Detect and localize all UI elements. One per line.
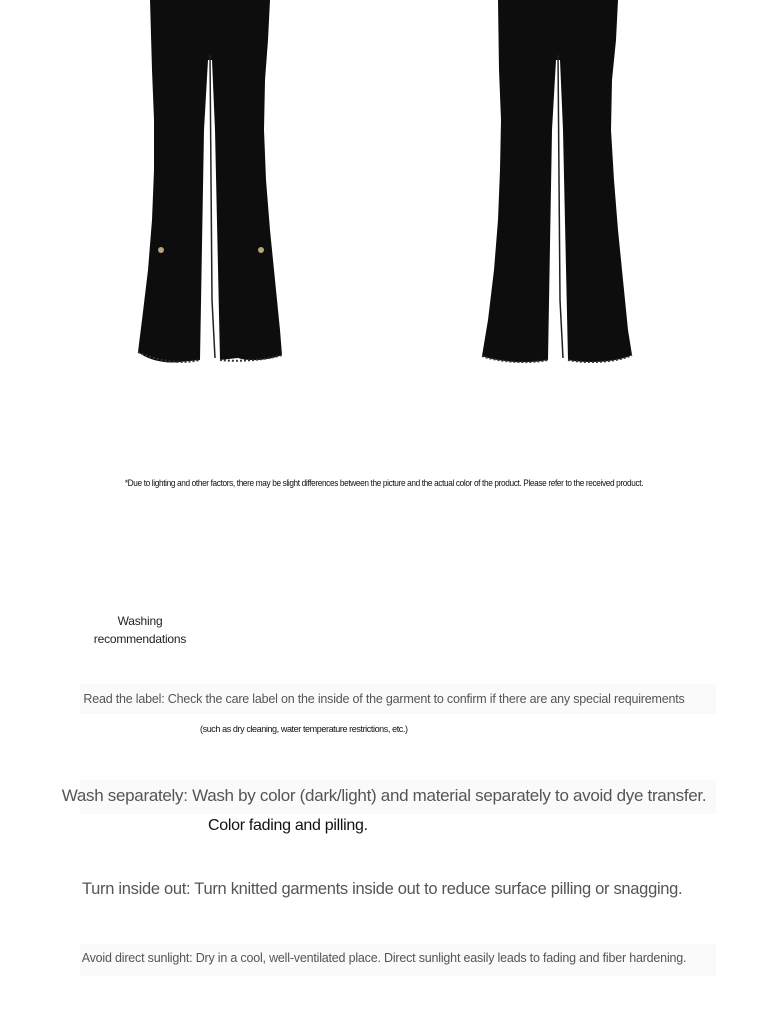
heading-line-1: Washing [117,614,163,628]
tip-avoid-sunlight: Avoid direct sunlight: Dry in a cool, well-ventilated place. Direct sunlight easily leads to fading and fiber hardening. [81,951,687,965]
tip-read-label-note: (such as dry cleaning, water temperature restrictions, etc.) [200,724,408,734]
product-image-front [120,0,300,380]
heading-line-2: recommendations [93,632,187,646]
tip-read-label: Read the label: Check the care label on the inside of the garment to confirm if there are any special requirements [83,692,685,706]
tip-wash-separately-note: Color fading and pilling. [208,817,368,834]
flared-pants-back-illustration [468,0,648,380]
tip-wash-separately: Wash separately: Wash by color (dark/light) and material separately to avoid dye transfer. [61,786,707,805]
flared-pants-front-illustration [120,0,300,380]
product-image-back [468,0,648,380]
color-disclaimer: *Due to lighting and other factors, there may be slight differences between the picture and the actual color of the product. Please refer to the received product. [124,478,644,488]
washing-recommendations-heading [80,612,200,648]
tip-turn-inside-out: Turn inside out: Turn knitted garments inside out to reduce surface pilling or snagging. [82,880,683,898]
